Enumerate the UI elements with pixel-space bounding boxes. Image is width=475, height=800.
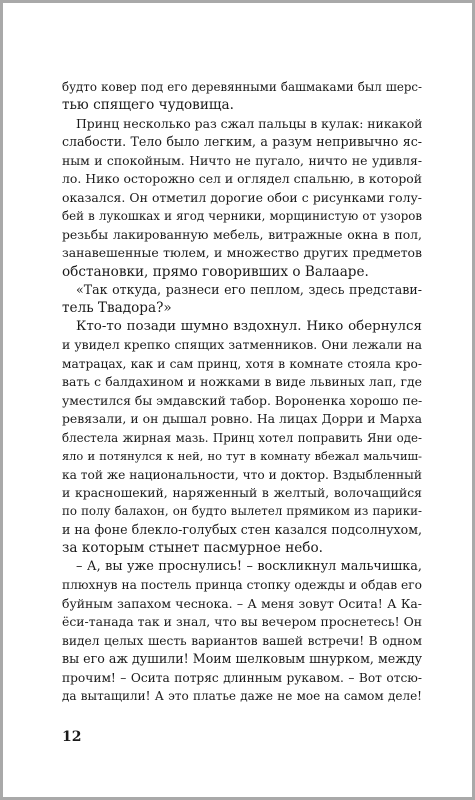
- text-line: Кто-то позади шумно вздохнул. Нико обернулся: [76, 318, 422, 334]
- body-text: [62, 78, 422, 705]
- paragraph: [62, 281, 422, 318]
- text-line: прочим! – Осита потряс длинным рукавом. – Вот отсю-: [62, 670, 422, 685]
- text-line: блестела жирная мазь. Принц хотел поправить Яни оде-: [62, 430, 422, 445]
- text-line: вы его аж душили! Моим шелковым шнурком, между: [62, 651, 422, 667]
- text-line: матрацах, как и сам принц, хотя в комнате стояла кро-: [62, 356, 422, 371]
- text-line: оказался. Он отметил дорогие обои с рисунками голу-: [62, 189, 422, 205]
- text-line: резьбы лакированную мебель, витражные окна в пол,: [62, 226, 422, 242]
- text-line: и увидел крепко спящих затменников. Они лежали на: [62, 337, 422, 353]
- text-line: за которым стынет пасмурное небо.: [62, 540, 323, 557]
- text-line: уместился бы эмдавский табор. Вороненка хорошо пе-: [62, 392, 422, 408]
- text-line: ным и спокойным. Ничто не пугало, ничто не удивля-: [62, 152, 422, 168]
- text-line: ло. Нико осторожно сел и оглядел спальню, в которой: [62, 171, 422, 187]
- text-line: яло и потянулся к ней, но тут в комнату вбежал мальчиш-: [62, 449, 422, 464]
- text-line: тель Твадора?»: [62, 300, 172, 317]
- text-line: тью спящего чудовища.: [62, 97, 234, 114]
- text-line: и на фоне блекло-голубых стен казался подсолнухом,: [62, 521, 422, 537]
- text-line: слабости. Тело было легким, а разум непривычно яс-: [62, 134, 422, 150]
- paragraph: [62, 318, 422, 558]
- text-line: «Так откуда, разнеси его пеплом, здесь представи-: [76, 281, 422, 297]
- text-line: буйным запахом чеснока. – А меня зовут Осита! А Ка-: [62, 595, 422, 611]
- book-page: [3, 3, 472, 797]
- paragraph: [62, 115, 422, 281]
- text-line: ка той же национальности, что и доктор. Вздыбленный: [62, 467, 422, 482]
- text-line: Принц несколько раз сжал пальцы в кулак: никакой: [76, 115, 422, 131]
- text-line: видел целых шесть вариантов вашей встречи! В одном: [62, 633, 422, 648]
- paragraph: [62, 78, 422, 115]
- text-line: плюхнув на постель принца стопку одежды и обдав его: [62, 578, 422, 593]
- text-line: ревязали, и он дышал ровно. На лицах Дорри и Марха: [62, 411, 422, 427]
- text-line: и красношекий, наряженный в желтый, волочащийся: [62, 484, 422, 500]
- paragraph: [62, 558, 422, 706]
- text-line: будто ковер под его деревянными башмаками был шерс-: [62, 80, 422, 94]
- text-line: обстановки, прямо говоривших о Валааре.: [62, 263, 369, 280]
- text-line: бей в лукошках и ягод черники, морщинистую от узоров: [62, 209, 422, 224]
- text-line: – А, вы уже проснулись! – воскликнул мальчишка,: [76, 558, 422, 574]
- text-line: по полу балахон, он будто вылетел прямиком из парики-: [62, 504, 422, 519]
- page-number: 12: [62, 729, 82, 745]
- text-line: вать с балдахином и ножками в виде львиных лап, где: [62, 374, 422, 390]
- text-line: ёси-танада так и знал, что вы вечером проснетесь! Он: [62, 614, 422, 630]
- text-line: да вытащили! А это платье даже не мое на самом деле!: [62, 688, 422, 703]
- text-line: занавешенные тюлем, и множество других предметов: [62, 245, 422, 261]
